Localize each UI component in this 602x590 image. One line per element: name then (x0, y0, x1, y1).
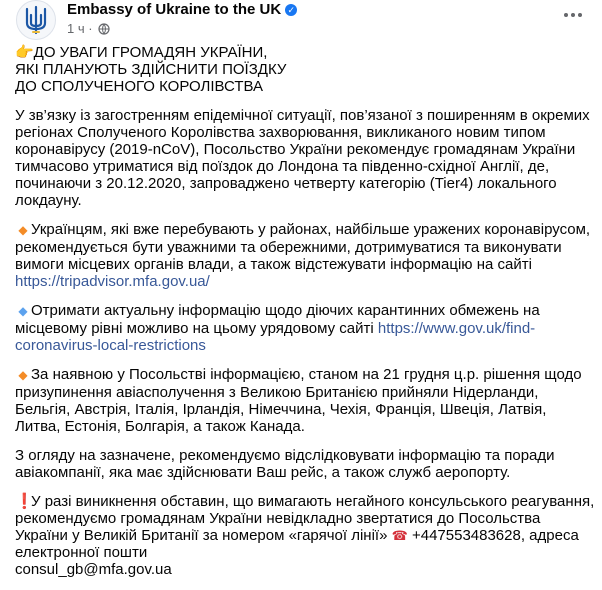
meta-separator: · (88, 21, 93, 36)
paragraph-4-text: За наявною у Посольстві інформацією, станом на 21 грудня ц.р. рішення щодо призупинення авіасполучення з Великою Британією прийняли Нідерланди, Бельгія, Австрія, Італія, Ірландія, Німеччина, Чехія, Франція, Швеція, Латвія, Литва, Естонія, Болгарія, а також Канада. (15, 366, 582, 435)
more-options-icon[interactable] (560, 2, 586, 28)
paragraph-2-text: Українцям, які вже перебувають у районах, найбільше уражених коронавірусом, рекомендується бути уважними та обережними, дотримуватися та виконувати вимоги місцевих органів влади, а також відстежувати інформацію на сайті (15, 221, 591, 273)
page-name-line (67, 1, 297, 18)
post-meta (67, 21, 110, 36)
tripadvisor-link[interactable]: https://tripadvisor.mfa.gov.ua/ (15, 273, 210, 290)
post-paragraph-3 (15, 302, 595, 354)
exclamation-icon: ❗ (15, 493, 34, 510)
paragraph-6-text: У разі виникнення обставин, що вимагають негайного консульського реагування, рекомендуємо громадянам України невідкладно звертатися до Посольства України у Великій Британії за номером «гарячої лінії» (15, 493, 595, 544)
globe-icon (98, 23, 110, 35)
page-name[interactable]: Embassy of Ukraine to the UK (67, 1, 282, 18)
post-body (15, 44, 595, 590)
hotline-phone: +447553483628, адреса електронної пошти (15, 527, 579, 561)
orange-diamond-icon: ◆ (18, 368, 28, 382)
consular-email: consul_gb@mfa.gov.ua (15, 561, 172, 578)
post-paragraph-1: У зв’язку із загостренням епідемічної ситуації, пов’язаної з поширенням в окремих регіонах Сполученого Королівства захворювання, викликаного новим типом коронавірусу (2019-nCoV), Посольство України рекомендує громадянам України тимчасово утриматися від поїздок до Лондона та південно-східної Англії, де, починаючи з 20.12.2020, запроваджено четверту категорію (Tier4) локального локдауну. (15, 107, 590, 209)
post-paragraph-6 (15, 493, 595, 578)
post-paragraph-4 (15, 366, 595, 435)
paragraph-3-text: Отримати актуальну інформацію щодо діючих карантинних обмежень на місцевому рівні можливо на цьому урядовому сайті (15, 302, 540, 337)
gov-uk-link[interactable]: https://www.gov.uk/find-coronavirus-local-restrictions (15, 320, 536, 354)
verified-badge-icon: ✓ (285, 4, 297, 16)
post-time[interactable]: 1 ч (67, 21, 85, 36)
page-avatar[interactable] (16, 0, 56, 40)
post-paragraph-2 (15, 221, 595, 290)
trident-icon (23, 5, 49, 35)
post-headline: 👉ДО УВАГИ ГРОМАДЯН УКРАЇНИ, ЯКІ ПЛАНУЮТЬ ЗДІЙСНИТИ ПОЇЗДКУ ДО СПОЛУЧЕНОГО КОРОЛІВСТВА (15, 44, 287, 95)
post-paragraph-5: З огляду на зазначене, рекомендуємо відслідковувати інформацію та поради авіакомпанії, яка має здійснювати Ваш рейс, а також служб аеропорту. (15, 447, 555, 481)
blue-diamond-icon: ◆ (18, 304, 28, 318)
telephone-icon: ☎ (391, 528, 408, 543)
post-header (16, 0, 586, 42)
orange-diamond-icon: ◆ (18, 223, 28, 237)
